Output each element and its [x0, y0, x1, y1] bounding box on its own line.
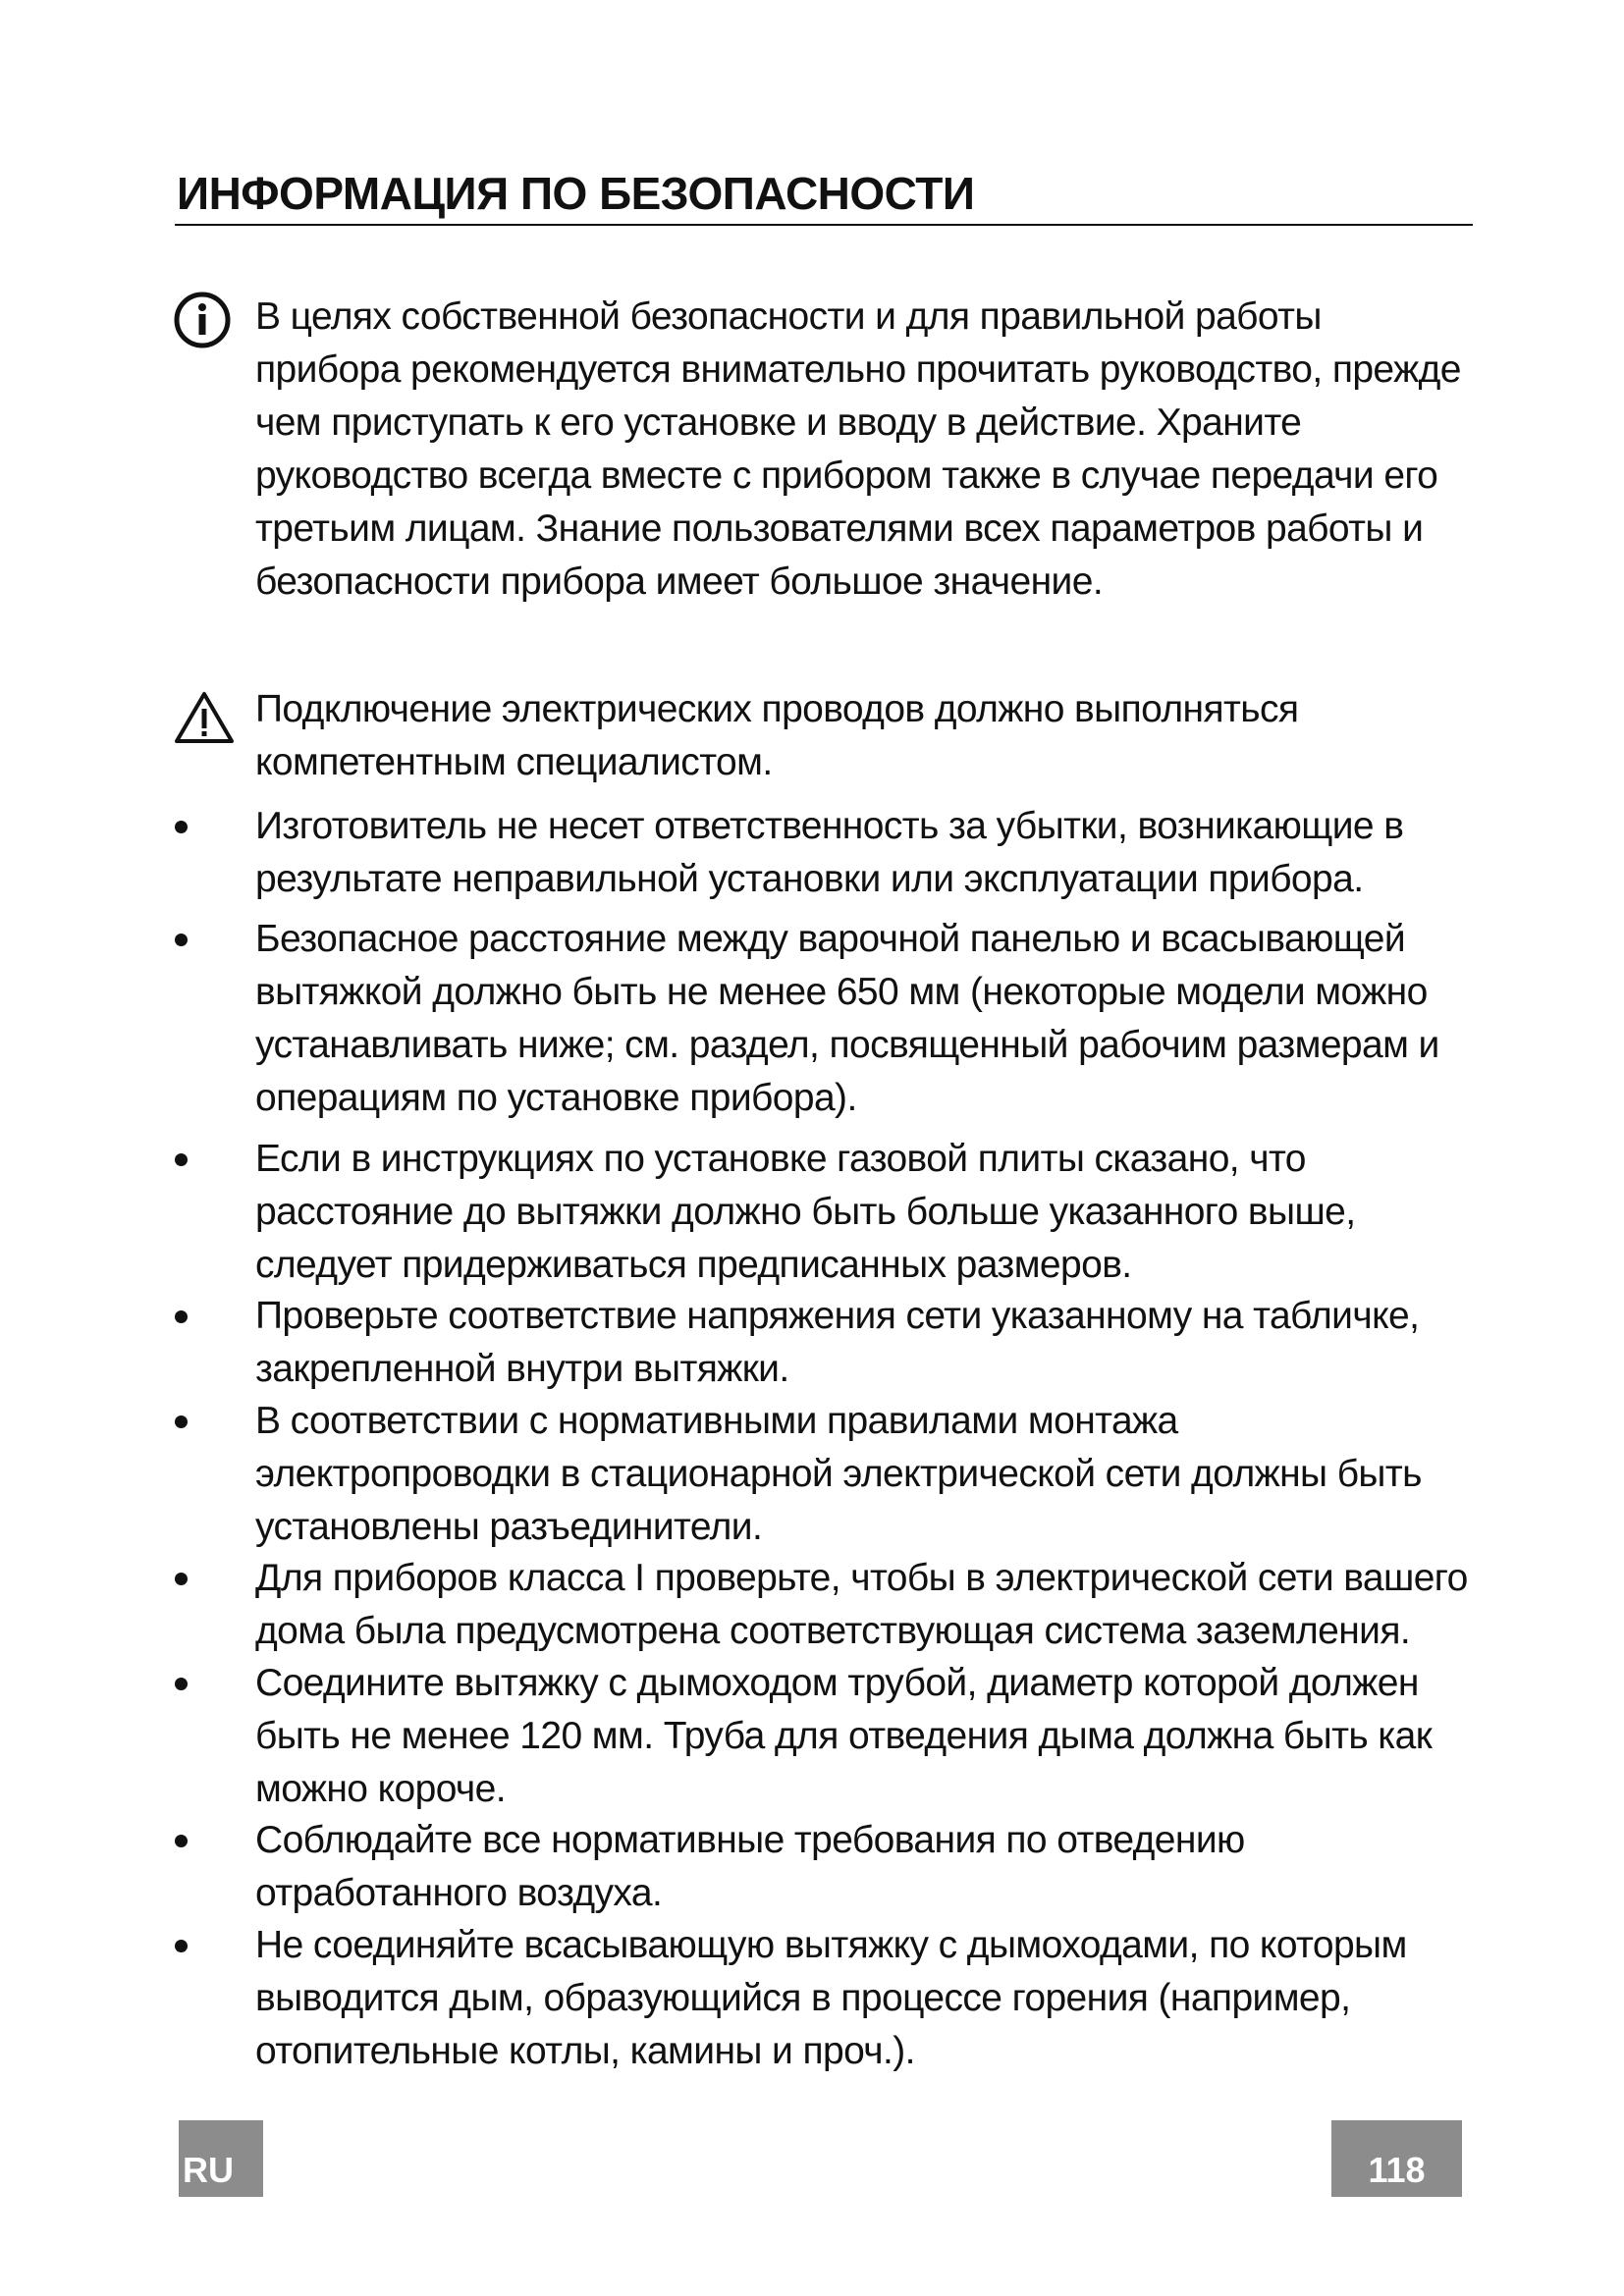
warning-triangle-icon	[173, 690, 236, 745]
bullet-icon	[175, 934, 188, 946]
list-item-text: Безопасное расстояние между варочной панелью и всасывающей вытяжкой должно быть не менее 650 мм (некоторые модели можно устанавливать ниже; см. раздел, посвященный рабочим размерам и операциям по установке прибора).	[255, 918, 1439, 1119]
list-item-text: Соблюдайте все нормативные требования по отведению отработанного воздуха.	[255, 1819, 1245, 1914]
list-item-text: Соедините вытяжку с дымоходом трубой, диаметр которой должен быть не менее 120 мм. Труба для отведения дыма должна быть как можно короче.	[255, 1662, 1433, 1810]
bullet-icon	[175, 1310, 188, 1323]
bullet-icon	[175, 1415, 188, 1428]
bullet-icon	[175, 1835, 188, 1847]
list-item	[255, 913, 1473, 1125]
list-item	[255, 1290, 1473, 1396]
page-number-badge	[1331, 2120, 1462, 2197]
list-item-text: Изготовитель не несет ответственность за убытки, возникающие в результате неправильной установки или эксплуатации прибора.	[255, 805, 1404, 900]
list-item-text: В соответствии с нормативными правилами монтажа электропроводки в стационарной электрической сети должны быть установлены разъединители.	[255, 1400, 1422, 1548]
list-item	[255, 1814, 1473, 1920]
bullet-icon	[175, 1940, 188, 1952]
list-item-text: Для приборов класса I проверьте, чтобы в электрической сети вашего дома была предусмотрена соответствующая система заземления.	[255, 1557, 1468, 1652]
list-item	[255, 1133, 1473, 1292]
title-underline	[175, 224, 1473, 226]
bullet-icon	[175, 1678, 188, 1690]
bullet-icon	[175, 821, 188, 833]
info-circle-icon	[173, 291, 232, 349]
list-item-text: Проверьте соответствие напряжения сети указанному на табличке, закрепленной внутри вытяжки.	[255, 1295, 1420, 1390]
list-item-text: Если в инструкциях по установке газовой плиты сказано, что расстояние до вытяжки должно быть больше указанного выше, следует придерживаться предписанных размеров.	[255, 1138, 1356, 1286]
warning-paragraph: Подключение электрических проводов должно выполняться компетентным специалистом.	[255, 688, 1299, 783]
intro-paragraph: В целях собственной безопасности и для правильной работы прибора рекомендуется внимательно прочитать руководство, прежде чем приступать к его установке и вводу в действие. Храните руководство всегда вместе с прибором также в случае передачи его третьим лицам. Знание пользователями всех параметров работы и безопасности прибора имеет большое значение.	[255, 295, 1461, 603]
language-badge	[179, 2120, 263, 2197]
list-item	[255, 1395, 1473, 1554]
list-item	[255, 800, 1473, 906]
language-code: RU	[183, 2150, 234, 2190]
list-item	[255, 1552, 1473, 1658]
bullet-icon	[175, 1153, 188, 1166]
list-item	[255, 1919, 1473, 2078]
page-title: ИНФОРМАЦИЯ ПО БЕЗОПАСНОСТИ	[177, 168, 975, 219]
list-item-text: Не соединяйте всасывающую вытяжку с дымоходами, по которым выводится дым, образующийся в процессе горения (например, отопительные котлы, камины и проч.).	[255, 1924, 1407, 2072]
bullet-icon	[175, 1573, 188, 1585]
page-number: 118	[1368, 2150, 1426, 2190]
list-item	[255, 1657, 1473, 1816]
